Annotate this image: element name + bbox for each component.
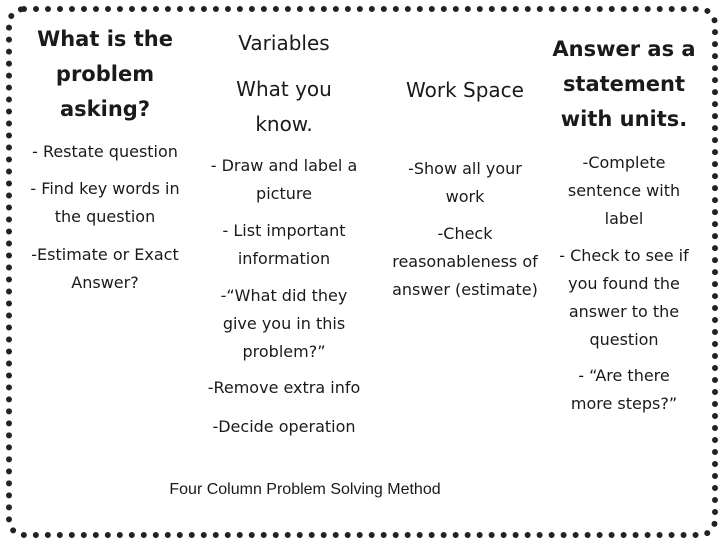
item-line: -Decide operation	[212, 417, 356, 436]
item-line: - Restate question	[32, 142, 178, 161]
subheading-line: Variables	[238, 31, 330, 55]
column-2-item-5	[194, 413, 374, 441]
item-line: - List important	[222, 221, 346, 240]
item-line: reasonableness of	[392, 252, 538, 271]
column-4-heading	[548, 32, 700, 137]
item-line: more steps?”	[570, 394, 678, 413]
column-2-item-2	[199, 217, 369, 273]
column-2-item-3	[199, 282, 369, 366]
column-1-item-1	[20, 138, 190, 166]
heading-line: problem	[55, 62, 155, 86]
heading-line: with units.	[560, 107, 688, 131]
heading-line: What you	[236, 77, 332, 101]
item-line: Answer?	[71, 273, 139, 292]
column-1-item-3	[20, 241, 190, 297]
item-line: information	[237, 249, 331, 268]
item-line: sentence with	[567, 181, 681, 200]
heading-line: asking?	[60, 97, 150, 121]
item-line: -Show all your	[408, 159, 522, 178]
item-line: picture	[256, 184, 312, 203]
column-4-item-1	[546, 149, 702, 233]
column-3-heading	[386, 73, 544, 108]
column-3-item-1	[380, 155, 550, 211]
item-line: -Remove extra info	[207, 378, 361, 397]
column-2-item-4	[194, 374, 374, 402]
item-line: - Check to see if	[559, 246, 689, 265]
item-line: answer to the	[568, 302, 680, 321]
item-line: work	[445, 187, 485, 206]
heading-line: know.	[255, 112, 313, 136]
item-line: question	[589, 330, 659, 349]
column-1-item-2	[20, 175, 190, 231]
item-line: answer (estimate)	[392, 280, 538, 299]
heading-line: What is the	[37, 27, 173, 51]
item-line: -“What did they	[220, 286, 348, 305]
item-line: -Estimate or Exact	[31, 245, 179, 264]
item-line: - “Are there	[578, 366, 670, 385]
heading-line: statement	[562, 72, 686, 96]
column-1-heading	[30, 22, 180, 127]
heading-line: Answer as a	[552, 37, 696, 61]
item-line: you found the	[568, 274, 680, 293]
column-3-item-2	[380, 220, 550, 304]
item-line: the question	[54, 207, 156, 226]
heading-line: Work Space	[406, 78, 524, 102]
item-line: - Find key words in	[30, 179, 180, 198]
column-2-subheading	[204, 26, 364, 61]
item-line: -Complete	[582, 153, 666, 172]
item-line: -Check	[437, 224, 493, 243]
item-line: label	[604, 209, 644, 228]
item-line: give you in this	[222, 314, 346, 333]
column-4-item-3	[546, 362, 702, 418]
column-4-item-2	[546, 242, 702, 354]
item-line: - Draw and label a	[210, 156, 358, 175]
column-2-heading	[204, 72, 364, 142]
caption: Four Column Problem Solving Method	[169, 481, 441, 498]
column-2-item-1	[199, 152, 369, 208]
item-line: problem?”	[242, 342, 326, 361]
